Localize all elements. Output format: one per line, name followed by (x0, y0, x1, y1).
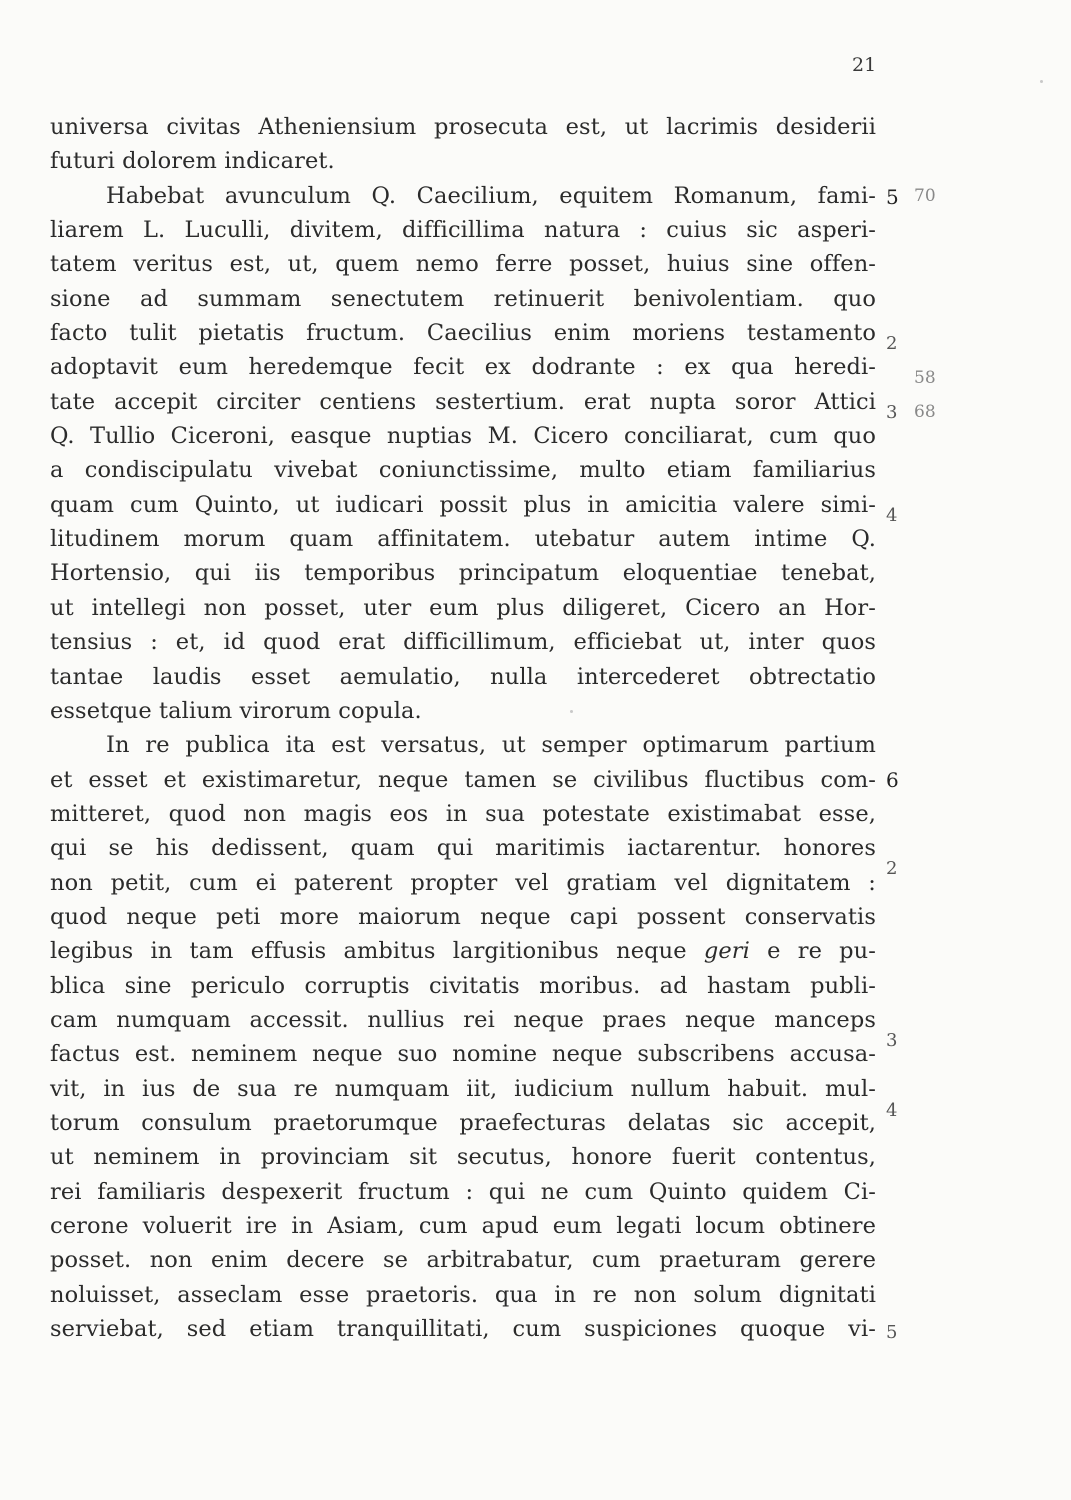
text-line: tatem veritus est, ut, quem nemo ferre posset, huius sine offen- (50, 251, 876, 278)
text-line: Hortensio, qui iis temporibus principatum eloquentiae tenebat, (50, 560, 876, 587)
text-line: sione ad summam senectutem retinuerit benivolentiam. quo (50, 285, 876, 312)
text-line: legibus in tam effusis ambitus largitionibus neque geri e re pu- (50, 938, 876, 965)
text-line: tate accepit circiter centiens sestertium. erat nupta soror Attici (50, 388, 876, 415)
far-margin-note: 58 (914, 368, 936, 388)
text-line: torum consulum praetorumque praefecturas delatas sic accepit, (50, 1109, 876, 1136)
text-line: rei familiaris despexerit fructum : qui ne cum Quinto quidem Ci- (50, 1178, 876, 1205)
scan-speck (1040, 80, 1043, 83)
far-margin-note: 70 (914, 186, 936, 206)
text-line: posset. non enim decere se arbitrabatur, cum praeturam gerere (50, 1247, 876, 1274)
text-line: futuri dolorem indicaret. (50, 148, 335, 175)
text-line: litudinem morum quam affinitatem. utebatur autem intime Q. (50, 526, 876, 553)
text-line: blica sine periculo corruptis civitatis moribus. ad hastam publi- (50, 972, 876, 999)
margin-note: 4 (886, 505, 898, 526)
text-line: tantae laudis esset aemulatio, nulla intercederet obtrectatio (50, 663, 876, 690)
margin-note: 5 (886, 185, 899, 209)
text-line: quod neque peti more maiorum neque capi possent conservatis (50, 903, 876, 930)
text-line: noluisset, asseclam esse praetoris. qua in re non solum dignitati (50, 1281, 876, 1308)
text-line: ut neminem in provinciam sit secutus, honore fuerit contentus, (50, 1144, 876, 1171)
scan-speck (570, 710, 573, 713)
margin-note: 3 (886, 1030, 898, 1051)
margin-note: 2 (886, 858, 898, 879)
margin-note: 4 (886, 1100, 898, 1121)
text-line: mitteret, quod non magis eos in sua potestate existimabat esse, (50, 800, 876, 827)
text-line: liarem L. Luculli, divitem, difficillima natura : cuius sic asperi- (50, 217, 876, 244)
text-line: adoptavit eum heredemque fecit ex dodrante : ex qua heredi- (50, 354, 876, 381)
body-text (50, 110, 876, 1346)
italic-word: geri (703, 938, 750, 965)
text-line: quam cum Quinto, ut iudicari possit plus in amicitia valere simi- (50, 491, 876, 518)
text-line: cerone voluerit ire in Asiam, cum apud eum legati locum obtinere (50, 1213, 876, 1239)
text-line: Habebat avunculum Q. Caecilium, equitem Romanum, fami- (106, 182, 876, 209)
text-line: Q. Tullio Ciceroni, easque nuptias M. Cicero conciliarat, cum quo (50, 423, 876, 450)
text-line: qui se his dedissent, quam qui maritimis iactarentur. honores (50, 835, 876, 862)
text-line: universa civitas Atheniensium prosecuta est, ut lacrimis desiderii (50, 114, 876, 140)
far-margin-note: 68 (914, 402, 936, 422)
margin-note: 5 (886, 1322, 898, 1343)
margin-note: 6 (886, 768, 899, 792)
text-line: facto tulit pietatis fructum. Caecilius enim moriens testamento (50, 320, 876, 347)
text-line: tensius : et, id quod erat difficillimum, efficiebat ut, inter quos (50, 629, 876, 656)
text-line: serviebat, sed etiam tranquillitati, cum suspiciones quoque vi- (50, 1316, 876, 1343)
text-line: In re publica ita est versatus, ut semper optimarum partium (106, 732, 876, 759)
text-line: cam numquam accessit. nullius rei neque praes neque manceps (50, 1006, 876, 1033)
text-line: vit, in ius de sua re numquam iit, iudicium nullum habuit. mul- (50, 1075, 876, 1102)
text-line: factus est. neminem neque suo nomine neque subscribens accusa- (50, 1041, 876, 1068)
margin-note: 3 (886, 402, 898, 423)
text-line: non petit, cum ei paterent propter vel gratiam vel dignitatem : (50, 869, 876, 896)
text-line: a condiscipulatu vivebat coniunctissime, multo etiam familiarius (50, 457, 876, 484)
text-line: ut intellegi non posset, uter eum plus diligeret, Cicero an Hor- (50, 594, 876, 621)
text-line: et esset et existimaretur, neque tamen se civilibus fluctibus com- (50, 766, 876, 793)
page-number: 21 (852, 54, 877, 76)
text-line: essetque talium virorum copula. (50, 697, 422, 724)
margin-note: 2 (886, 333, 898, 354)
